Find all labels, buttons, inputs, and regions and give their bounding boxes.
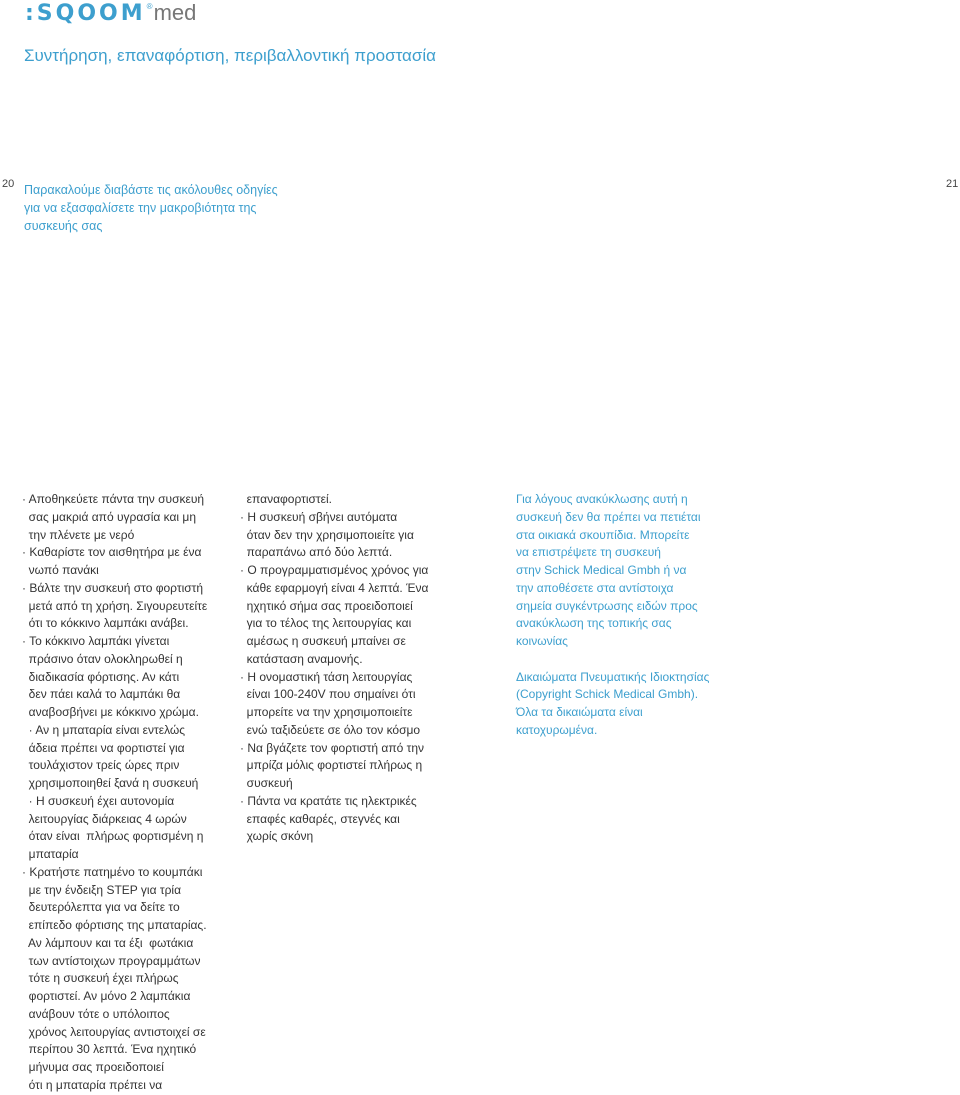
text-line: αμέσως η συσκευή μπαίνει σε bbox=[240, 634, 406, 648]
intro-line: Παρακαλούμε διαβάστε τις ακόλουθες οδηγίες bbox=[24, 183, 278, 197]
text-line: την αποθέσετε στα αντίστοιχα bbox=[516, 580, 674, 595]
text-line: κοινωνίας bbox=[516, 634, 568, 648]
text-line: · Αν η μπαταρία είναι εντελώς bbox=[22, 722, 186, 737]
text-line: των αντίστοιχων προγραμμάτων bbox=[22, 953, 201, 968]
text-line: ανάβουν τότε ο υπόλοιπος bbox=[22, 1006, 170, 1021]
text-line: χωρίς σκόνη bbox=[240, 829, 314, 844]
text-line: για το τέλος της λειτουργίας και bbox=[240, 616, 412, 631]
text-line: μπορείτε να την χρησιμοποιείτε bbox=[240, 705, 413, 719]
text-line: ηχητικό σήμα σας προειδοποιεί bbox=[240, 598, 413, 613]
text-line: · Καθαρίστε τον αισθητήρα με ένα bbox=[22, 545, 202, 560]
text-line: ενώ ταξιδεύετε σε όλο τον κόσμο bbox=[240, 722, 421, 737]
text-line: κάθε εφαρμογή είναι 4 λεπτά. Ένα bbox=[240, 580, 429, 595]
recycling-copyright-column bbox=[516, 491, 756, 740]
text-line: επαφές καθαρές, στεγνές και bbox=[240, 811, 400, 826]
text-line: παραπάνω από δύο λεπτά. bbox=[240, 545, 393, 560]
text-line: ότι η μπαταρία πρέπει να bbox=[22, 1077, 163, 1092]
logo-registered-mark: ® bbox=[146, 1, 153, 11]
text-line: δεν πάει καλά το λαμπάκι θα bbox=[22, 687, 181, 702]
text-line: όταν δεν την χρησιμοποιείτε για bbox=[240, 527, 414, 542]
text-line: Για λόγους ανακύκλωσης αυτή η bbox=[516, 492, 688, 506]
text-line: συσκευή δεν θα πρέπει να πετιέται bbox=[516, 509, 701, 524]
text-line: · Πάντα να κρατάτε τις ηλεκτρικές bbox=[240, 793, 417, 808]
intro-line: συσκευής σας bbox=[24, 219, 103, 233]
text-line: ανακύκλωση της τοπικής σας bbox=[516, 616, 672, 631]
text-line: άδεια πρέπει να φορτιστεί για bbox=[22, 740, 185, 755]
text-line: αναβοσβήνει με κόκκινο χρώμα. bbox=[22, 705, 199, 719]
text-line: επαναφορτιστεί. bbox=[240, 492, 333, 506]
text-line: · Ο προγραμματισμένος χρόνος για bbox=[240, 563, 429, 577]
text-line: χρησιμοποιηθεί ξανά η συσκευή bbox=[22, 776, 199, 790]
text-line: · Η συσκευή έχει αυτονομία bbox=[22, 793, 175, 808]
intro-text bbox=[24, 181, 324, 235]
brand-logo bbox=[25, 0, 196, 26]
text-line: δευτερόλεπτα για να δείτε το bbox=[22, 900, 180, 915]
text-line: Δικαιώματα Πνευματικής Ιδιοκτησίας bbox=[516, 669, 710, 684]
text-line: Όλα τα δικαιώματα είναι bbox=[516, 705, 643, 719]
text-line: τότε η συσκευή έχει πλήρως bbox=[22, 971, 179, 986]
copyright-notice bbox=[516, 669, 756, 740]
text-line: σας μακριά από υγρασία και μη bbox=[22, 509, 197, 524]
text-line: στην Schick Medical Gmbh ή να bbox=[516, 563, 687, 577]
logo-suffix: med bbox=[153, 0, 197, 25]
text-line: (Copyright Schick Medical Gmbh). bbox=[516, 687, 699, 702]
text-line: είναι 100-240V που σημαίνει ότι bbox=[240, 687, 416, 702]
text-line: μήνυμα σας προειδοποιεί bbox=[22, 1060, 164, 1074]
text-line: Αν λάμπουν και τα έξι φωτάκια bbox=[22, 935, 194, 950]
text-line: πράσινο όταν ολοκληρωθεί η bbox=[22, 651, 183, 666]
text-line: · Να βγάζετε τον φορτιστή από την bbox=[240, 740, 425, 755]
text-line: σημεία συγκέντρωσης ειδών προς bbox=[516, 598, 698, 613]
text-line: όταν είναι πλήρως φορτισμένη η bbox=[22, 829, 204, 844]
text-line: μπρίζα μόλις φορτιστεί πλήρως η bbox=[240, 758, 423, 773]
text-line: μπαταρία bbox=[22, 847, 79, 861]
recycling-notice bbox=[516, 491, 756, 651]
instructions-column-2 bbox=[240, 491, 455, 846]
text-line: · Βάλτε την συσκευή στο φορτιστή bbox=[22, 580, 204, 595]
text-line: κατοχυρωμένα. bbox=[516, 722, 598, 737]
instructions-column-1 bbox=[22, 491, 227, 1095]
text-line: · Κρατήστε πατημένο το κουμπάκι bbox=[22, 864, 203, 879]
text-line: επίπεδο φόρτισης της μπαταρίας. bbox=[22, 918, 207, 932]
text-line: χρόνος λειτουργίας αντιστοιχεί σε bbox=[22, 1024, 206, 1039]
paragraph-gap bbox=[516, 651, 756, 669]
text-line: φορτιστεί. Αν μόνο 2 λαμπάκια bbox=[22, 989, 191, 1003]
text-line: να επιστρέψετε τη συσκευή bbox=[516, 545, 661, 560]
text-line: με την ένδειξη STEP για τρία bbox=[22, 882, 182, 897]
text-line: λειτουργίας διάρκειας 4 ωρών bbox=[22, 811, 187, 826]
text-line: την πλένετε με νερό bbox=[22, 527, 135, 542]
text-line: ότι το κόκκινο λαμπάκι ανάβει. bbox=[22, 616, 189, 631]
text-line: κατάσταση αναμονής. bbox=[240, 651, 363, 666]
page-number-left: 20 bbox=[2, 178, 15, 190]
text-line: τουλάχιστον τρείς ώρες πριν bbox=[22, 758, 180, 773]
text-line: · Η ονομαστική τάση λειτουργίας bbox=[240, 669, 413, 684]
page-number-right: 21 bbox=[946, 178, 959, 190]
text-line: διαδικασία φόρτισης. Αν κάτι bbox=[22, 669, 180, 684]
text-line: · Το κόκκινο λαμπάκι γίνεται bbox=[22, 634, 170, 648]
text-line: συσκευή bbox=[240, 776, 293, 790]
text-line: · Αποθηκεύετε πάντα την συσκευή bbox=[22, 492, 205, 506]
intro-line: για να εξασφαλίσετε την μακροβιότητα της bbox=[24, 201, 257, 215]
logo-mark: :SQOOM bbox=[25, 0, 146, 26]
text-line: μετά από τη χρήση. Σιγουρευτείτε bbox=[22, 598, 208, 613]
text-line: στα οικιακά σκουπίδια. Μπορείτε bbox=[516, 527, 690, 542]
text-line: · Η συσκευή σβήνει αυτόματα bbox=[240, 509, 398, 524]
text-line: περίπου 30 λεπτά. Ένα ηχητικό bbox=[22, 1042, 197, 1057]
text-line: νωπό πανάκι bbox=[22, 563, 99, 577]
page-title: Συντήρηση, επαναφόρτιση, περιβαλλοντική προστασία bbox=[24, 46, 436, 65]
